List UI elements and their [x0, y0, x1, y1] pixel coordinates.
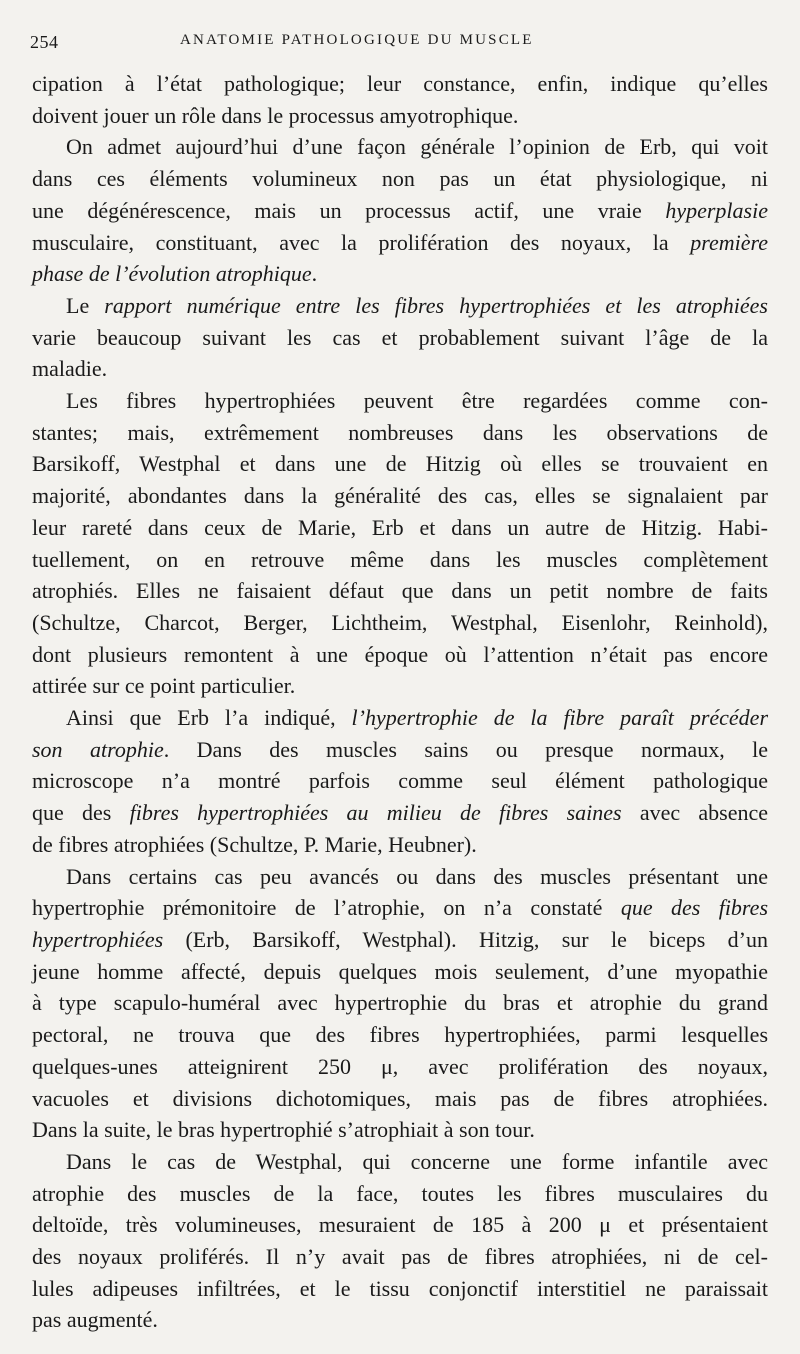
text-segment: dans ces éléments volumineux non pas un état physiologique, ni — [32, 166, 768, 192]
text-line — [32, 1083, 768, 1115]
text-line — [32, 227, 768, 259]
text-line — [32, 1051, 768, 1083]
text-line — [32, 417, 768, 449]
text-line — [32, 987, 768, 1019]
text-line — [32, 829, 768, 861]
text-line — [32, 1304, 768, 1336]
text-segment: varie beaucoup suivant les cas et probablement suivant l’âge de la — [32, 324, 768, 350]
text-line — [32, 195, 768, 227]
text-segment: des noyaux proliférés. Il n’y avait pas de fibres atrophiées, ni de cel- — [32, 1244, 768, 1270]
page-number: 254 — [30, 32, 59, 52]
text-segment: (Erb, Barsikoff, Westphal). Hitzig, sur le biceps d’un — [163, 926, 768, 952]
text-line — [32, 639, 768, 671]
text-line — [32, 512, 768, 544]
running-head: ANATOMIE PATHOLOGIQUE DU MUSCLE — [180, 32, 534, 48]
italic-segment: son atrophie — [32, 736, 164, 762]
text-segment: Le — [66, 292, 105, 318]
text-segment: tuellement, on en retrouve même dans les muscles complètement — [32, 546, 768, 572]
text-segment: stantes; mais, extrêmement nombreuses dans les observations de — [32, 419, 768, 445]
text-line — [32, 702, 768, 734]
text-segment: que des — [32, 800, 130, 826]
text-line — [32, 131, 768, 163]
text-segment: (Schultze, Charcot, Berger, Lichtheim, Westphal, Eisenlohr, Reinhold), — [32, 609, 768, 635]
text-line — [32, 1178, 768, 1210]
italic-segment: hypertrophiées — [32, 926, 164, 952]
text-segment: majorité, abondantes dans la généralité des cas, elles se signalaient par — [32, 483, 768, 509]
text-line — [32, 385, 768, 417]
text-segment: une dégénérescence, mais un processus actif, une vraie — [32, 197, 666, 223]
text-segment: pas augmenté. — [32, 1307, 158, 1333]
text-segment: On admet aujourd’hui d’une façon générale l’opinion de Erb, qui voit — [66, 134, 768, 160]
text-line — [32, 607, 768, 639]
text-line — [32, 68, 768, 100]
italic-segment: hyperplasie — [665, 197, 768, 223]
text-line — [32, 1209, 768, 1241]
text-segment: dont plusieurs remontent à une époque où l’attention n’était pas encore — [32, 641, 768, 667]
text-segment: Ainsi que Erb l’a indiqué, — [66, 705, 352, 731]
text-line — [32, 544, 768, 576]
italic-segment: première — [690, 229, 768, 255]
text-segment: pectoral, ne trouva que des fibres hypertrophiées, parmi lesquelles — [32, 1022, 768, 1048]
text-segment: microscope n’a montré parfois comme seul élément pathologique — [32, 768, 768, 794]
text-line — [32, 1019, 768, 1051]
text-segment: à type scapulo-huméral avec hypertrophie du bras et atrophie du grand — [32, 990, 768, 1016]
text-segment: Dans certains cas peu avancés ou dans des muscles présentant une — [66, 863, 768, 889]
text-segment: maladie. — [32, 356, 108, 382]
italic-segment: fibres hypertrophiées au milieu de fibres saines — [129, 800, 622, 826]
text-line — [32, 480, 768, 512]
text-segment: Barsikoff, Westphal et dans une de Hitzig où elles se trouvaient en — [32, 451, 768, 477]
text-segment: deltoïde, très volumineuses, mesuraient de 185 à 200 μ et présentaient — [32, 1212, 768, 1238]
text-line — [32, 892, 768, 924]
text-segment: Dans le cas de Westphal, qui concerne une forme infantile avec — [66, 1148, 768, 1174]
text-segment: . Dans des muscles sains ou presque normaux, le — [163, 736, 768, 762]
text-line — [32, 1146, 768, 1178]
text-segment: Les fibres hypertrophiées peuvent être regardées comme con- — [66, 388, 768, 414]
body-text — [32, 68, 768, 1336]
text-segment: cipation à l’état pathologique; leur constance, enfin, indique qu’elles — [32, 71, 768, 96]
text-line — [32, 322, 768, 354]
text-line — [32, 353, 768, 385]
text-line — [32, 258, 768, 290]
text-line — [32, 670, 768, 702]
text-segment: de fibres atrophiées (Schultze, P. Marie, Heubner). — [32, 831, 477, 857]
text-line — [32, 448, 768, 480]
text-segment: atrophie des muscles de la face, toutes les fibres musculaires du — [32, 1180, 768, 1206]
text-line — [32, 1114, 768, 1146]
text-line — [32, 100, 768, 132]
text-segment: vacuoles et divisions dichotomiques, mais pas de fibres atrophiées. — [32, 1085, 768, 1111]
text-segment: atrophiés. Elles ne faisaient défaut que dans un petit nombre de faits — [32, 578, 768, 604]
text-line — [32, 765, 768, 797]
text-line — [32, 575, 768, 607]
text-segment: musculaire, constituant, avec la prolifération des noyaux, la — [32, 229, 691, 255]
text-segment: hypertrophie prémonitoire de l’atrophie, on n’a constaté — [32, 895, 621, 921]
text-segment: leur rareté dans ceux de Marie, Erb et dans un autre de Hitzig. Habi- — [32, 514, 768, 540]
text-line — [32, 956, 768, 988]
text-line — [32, 1241, 768, 1273]
text-line — [32, 924, 768, 956]
text-line — [32, 797, 768, 829]
text-segment: attirée sur ce point particulier. — [32, 673, 296, 699]
text-line — [32, 861, 768, 893]
text-segment: quelques-unes atteignirent 250 μ, avec prolifération des noyaux, — [32, 1053, 768, 1079]
italic-segment: que des fibres — [620, 895, 769, 921]
text-segment: . — [311, 261, 318, 287]
text-line — [32, 1273, 768, 1305]
italic-segment: l’hypertrophie de la fibre paraît précéder — [351, 705, 768, 731]
text-segment: Dans la suite, le bras hypertrophié s’atrophiait à son tour. — [32, 1117, 535, 1143]
text-segment: lules adipeuses infiltrées, et le tissu conjonctif interstitiel ne paraissait — [32, 1275, 768, 1301]
page-header — [30, 30, 764, 60]
text-line — [32, 163, 768, 195]
text-line — [32, 734, 768, 766]
text-line — [32, 290, 768, 322]
text-segment: jeune homme affecté, depuis quelques mois seulement, d’une myopathie — [32, 958, 768, 984]
italic-segment: rapport numérique entre les fibres hypertrophiées et les atrophiées — [104, 292, 768, 318]
text-segment: avec absence — [621, 800, 769, 826]
italic-segment: phase de l’évolution atrophique — [32, 261, 312, 287]
text-segment: doivent jouer un rôle dans le processus amyotrophique. — [32, 102, 519, 128]
